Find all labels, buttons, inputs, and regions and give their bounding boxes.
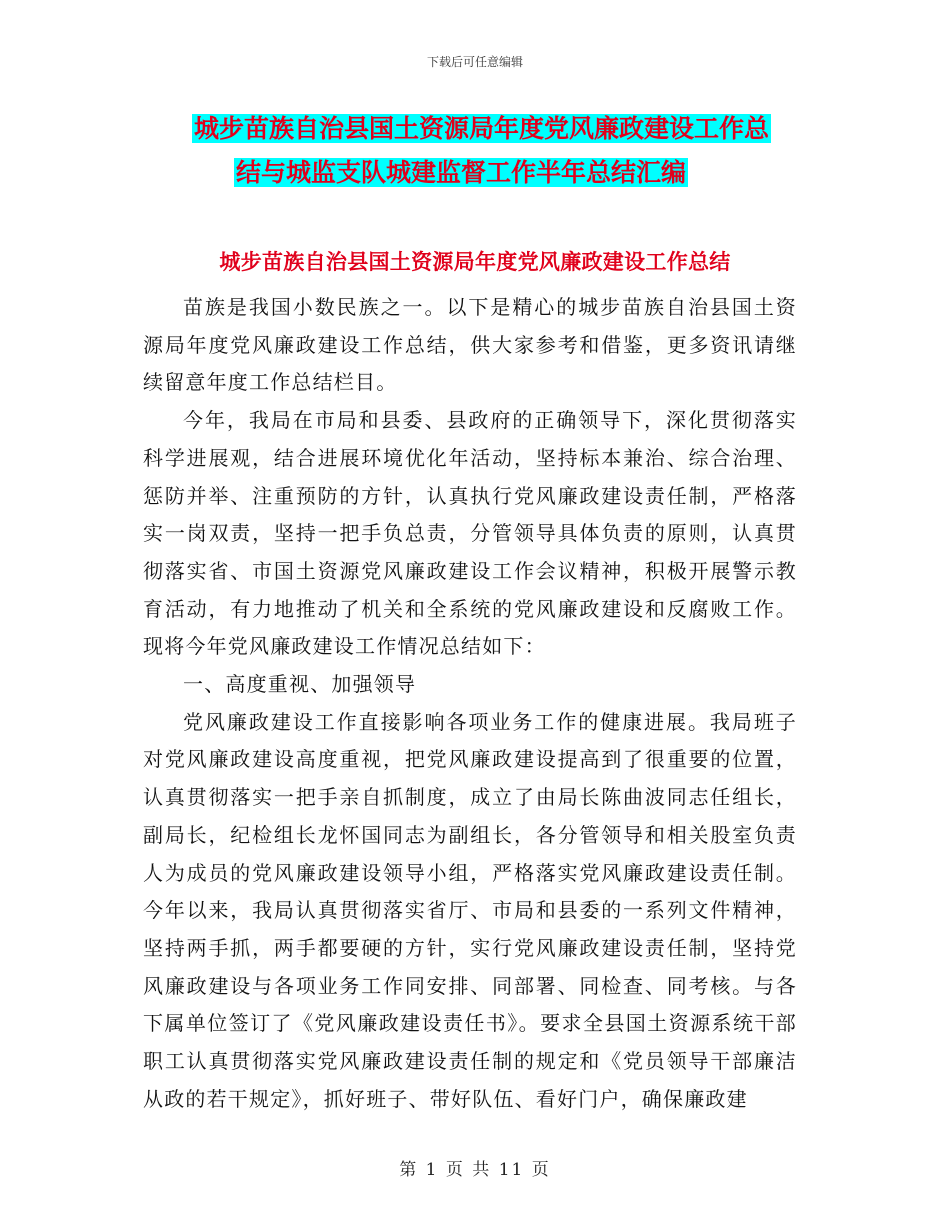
- page-footer: 第 1 页 共 11 页: [399, 1160, 551, 1180]
- document-title-line-2: [0, 155, 950, 191]
- document-title-line-2-text: 结与城监支队城建监督工作半年总结汇编: [236, 158, 687, 187]
- header-note: 下载后可任意编辑: [426, 55, 523, 69]
- section-title: 城步苗族自治县国土资源局年度党风廉政建设工作总结: [219, 250, 731, 274]
- paragraph-intro: 苗族是我国小数民族之一。以下是精心的城步苗族自治县国土资源局年度党风廉政建设工作总结，供大家参考和借鉴，更多资讯请继续留意年度工作总结栏目。: [143, 295, 797, 395]
- heading-leadership: 一、高度重视、加强领导: [183, 672, 417, 697]
- document-body: [143, 289, 797, 1118]
- paragraph-overview: 今年，我局在市局和县委、县政府的正确领导下，深化贯彻落实科学进展观，结合进展环境优化年活动，坚持标本兼治、综合治理、惩防并举、注重预防的方针，认真执行党风廉政建设责任制，严格落实一岗双责，坚持一把手负总责，分管领导具体负责的原则，认真贯彻落实省、市国土资源党风廉政建设工作会议精神，积极开展警示教育活动，有力地推动了机关和全系统的党风廉政建设和反腐败工作。现将今年党风廉政建设工作情况总结如下：: [143, 408, 797, 659]
- document-title-line-1-text: 城步苗族自治县国土资源局年度党风廉政建设工作总: [194, 114, 770, 143]
- document-title-line-1: [0, 111, 950, 147]
- paragraph-leadership: 党风廉政建设工作直接影响各项业务工作的健康进展。我局班子对党风廉政建设高度重视，把党风廉政建设提高到了很重要的位置，认真贯彻落实一把手亲自抓制度，成立了由局长陈曲波同志任组长，副局长，纪检组长龙怀国同志为副组长，各分管领导和相关股室负责人为成员的党风廉政建设领导小组，严格落实党风廉政建设责任制。今年以来，我局认真贯彻落实省厅、市局和县委的一系列文件精神，坚持两手抓，两手都要硬的方针，实行党风廉政建设责任制，坚持党风廉政建设与各项业务工作同安排、同部署、同检查、同考核。与各下属单位签订了《党风廉政建设责任书》。要求全县国土资源系统干部职工认真贯彻落实党风廉政建设责任制的规定和《党员领导干部廉洁从政的若干规定》，抓好班子、带好队伍、看好门户，确保廉政建: [143, 709, 797, 1111]
